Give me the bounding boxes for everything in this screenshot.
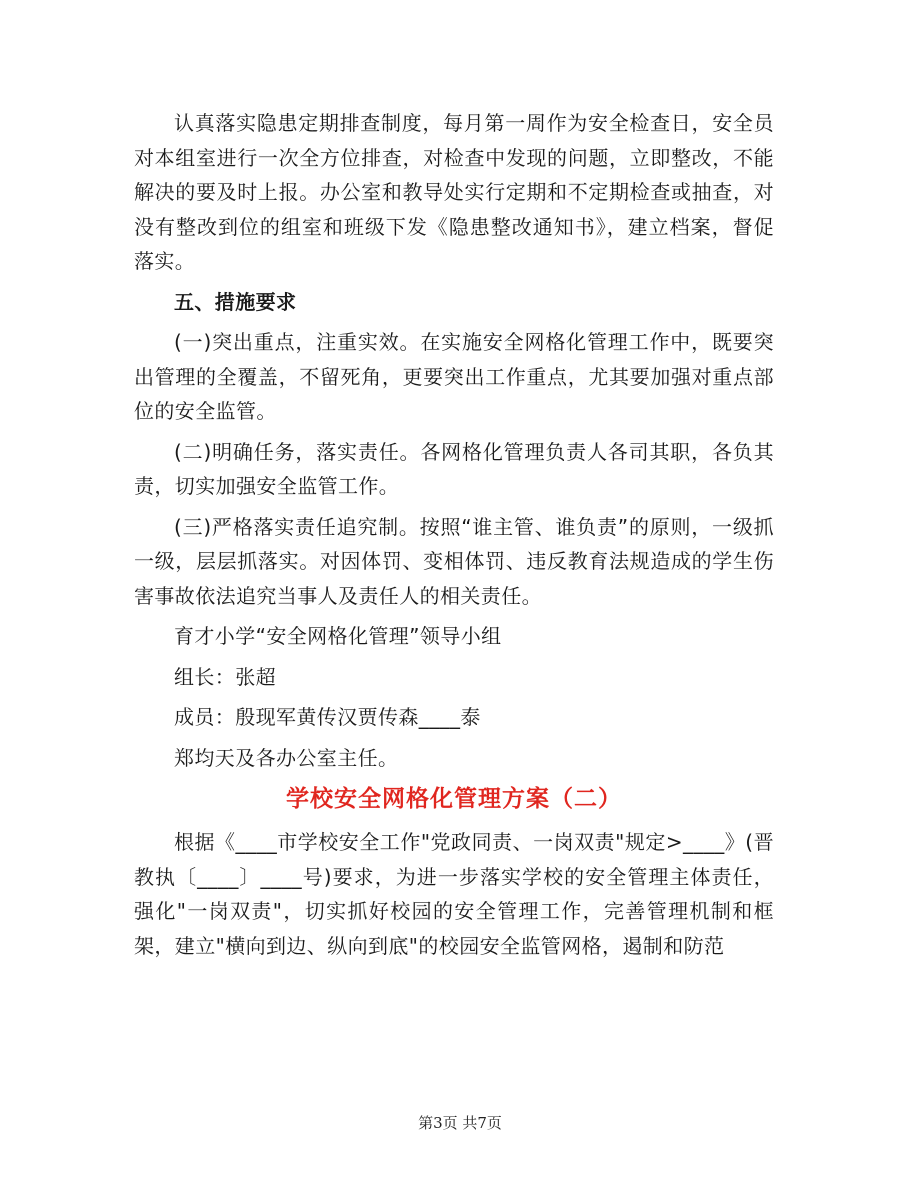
second-plan-paragraph: 根据《____市学校安全工作"党政同责、一岗双责"规定>____》(晋教执〔____〕____号)要求，为进一步落实学校的安全管理主体责任，强化"一岗双责"，切实抓好校园的安全管理工作，完善管理机制和框架，建立"横向到边、纵向到底"的校园安全监管网格，遏制和防范 (134, 830, 774, 958)
group-leader: 组长：张超 (174, 664, 276, 689)
group-members-continued: 郑均天及各办公室主任。 (174, 745, 399, 770)
measure-item-1: (一)突出重点，注重实效。在实施安全网格化管理工作中，既要突出管理的全覆盖，不留死角，更要突出工作重点，尤其要加强对重点部位的安全监管。 (134, 330, 774, 423)
measure-item-3: (三)严格落实责任追究制。按照“谁主管、谁负责”的原则，一级抓一级，层层抓落实。对因体罚、变相体罚、违反教育法规造成的学生伤害事故依法追究当事人及责任人的相关责任。 (134, 514, 774, 608)
section-heading-measures: 五、措施要求 (174, 289, 297, 314)
second-plan-title: 学校安全网格化管理方案（二） (286, 786, 622, 812)
paragraph-hazard-inspection: 认真落实隐患定期排查制度，每月第一周作为安全检查日，安全员对本组室进行一次全方位排查，对检查中发现的问题，立即整改，不能解决的要及时上报。办公室和教导处实行定期和不定期检查或抽查，对没有整改到位的组室和班级下发《隐患整改通知书》，建立档案，督促落实。 (134, 111, 774, 273)
page-number-footer: 第3页 共7页 (418, 1114, 502, 1132)
group-members: 成员：殷现军黄传汉贾传森____泰 (174, 705, 481, 729)
document-body (134, 106, 774, 969)
leadership-group-title: 育才小学“安全网格化管理”领导小组 (174, 624, 502, 648)
measure-item-2: (二)明确任务，落实责任。各网格化管理负责人各司其职，各负其责，切实加强安全监管工作。 (134, 439, 774, 498)
